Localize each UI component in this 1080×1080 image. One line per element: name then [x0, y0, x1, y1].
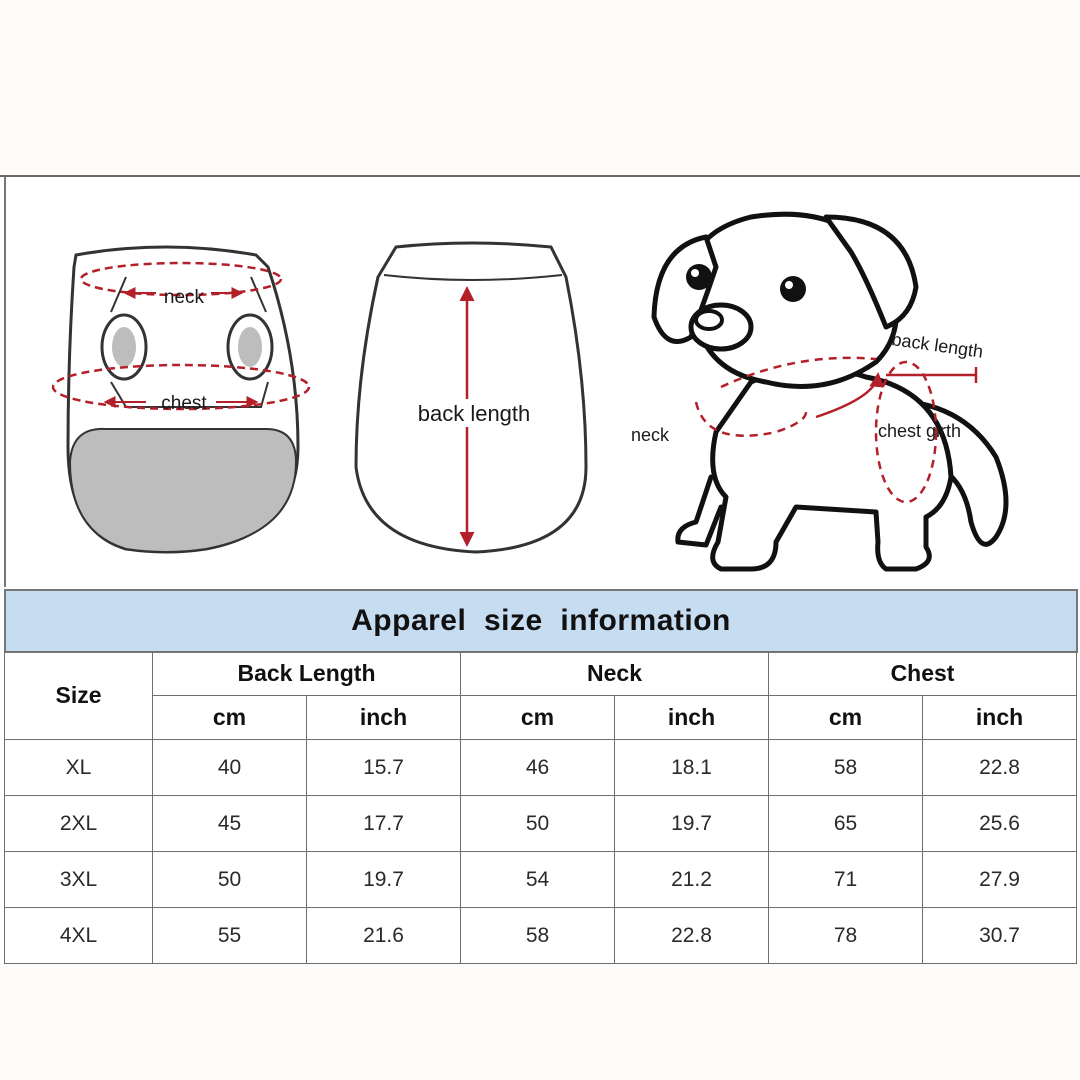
value-cell: 50	[461, 796, 615, 852]
dog-illustration	[654, 214, 1006, 569]
value-cell: 27.9	[923, 852, 1077, 908]
vest-chest-label: chest	[161, 393, 207, 414]
value-cell: 30.7	[923, 908, 1077, 964]
value-cell: 58	[769, 740, 923, 796]
value-cell: 58	[461, 908, 615, 964]
dog-back-length-label: back length	[890, 329, 985, 362]
vest-back-length-label: back length	[417, 401, 531, 426]
value-cell: 19.7	[615, 796, 769, 852]
dog-left-eye	[686, 264, 712, 290]
size-table	[4, 651, 1077, 964]
dog-right-eye	[780, 276, 806, 302]
size-cell: 2XL	[5, 796, 153, 852]
table-row	[5, 796, 1077, 852]
unit-header: inch	[307, 696, 461, 740]
size-cell: 4XL	[5, 908, 153, 964]
size-cell: XL	[5, 740, 153, 796]
value-cell: 50	[153, 852, 307, 908]
value-cell: 17.7	[307, 796, 461, 852]
value-cell: 19.7	[307, 852, 461, 908]
table-title-banner	[4, 589, 1078, 653]
dog-body	[713, 368, 951, 569]
table-header-groups	[5, 652, 1077, 696]
value-cell: 22.8	[923, 740, 1077, 796]
size-header: Size	[5, 652, 153, 740]
unit-header: cm	[153, 696, 307, 740]
table-row	[5, 908, 1077, 964]
table-row	[5, 852, 1077, 908]
dog-back-leg	[678, 477, 721, 545]
chest-header: Chest	[769, 652, 1077, 696]
size-chart	[0, 175, 1080, 962]
back-length-header: Back Length	[153, 652, 461, 696]
value-cell: 40	[153, 740, 307, 796]
vest-neck-label: neck	[163, 287, 205, 308]
value-cell: 54	[461, 852, 615, 908]
dog-neck-label: neck	[631, 425, 670, 445]
value-cell: 78	[769, 908, 923, 964]
value-cell: 46	[461, 740, 615, 796]
unit-header: cm	[769, 696, 923, 740]
value-cell: 15.7	[307, 740, 461, 796]
value-cell: 22.8	[615, 908, 769, 964]
diagram-svg	[6, 177, 1080, 587]
value-cell: 71	[769, 852, 923, 908]
size-cell: 3XL	[5, 852, 153, 908]
unit-header: inch	[615, 696, 769, 740]
table-row	[5, 740, 1077, 796]
value-cell: 65	[769, 796, 923, 852]
value-cell: 21.6	[307, 908, 461, 964]
vest-front-illustration	[53, 247, 309, 552]
value-cell: 45	[153, 796, 307, 852]
unit-header: inch	[923, 696, 1077, 740]
value-cell: 55	[153, 908, 307, 964]
unit-header: cm	[461, 696, 615, 740]
neck-header: Neck	[461, 652, 769, 696]
table-title: Apparel size information	[351, 604, 731, 637]
value-cell: 21.2	[615, 852, 769, 908]
dog-chest-girth-label: chest girth	[878, 421, 962, 441]
dog-nose	[696, 311, 722, 329]
value-cell: 25.6	[923, 796, 1077, 852]
table-header-units	[5, 696, 1077, 740]
measurement-diagram	[4, 177, 1080, 587]
vest-back-illustration	[356, 243, 586, 552]
value-cell: 18.1	[615, 740, 769, 796]
